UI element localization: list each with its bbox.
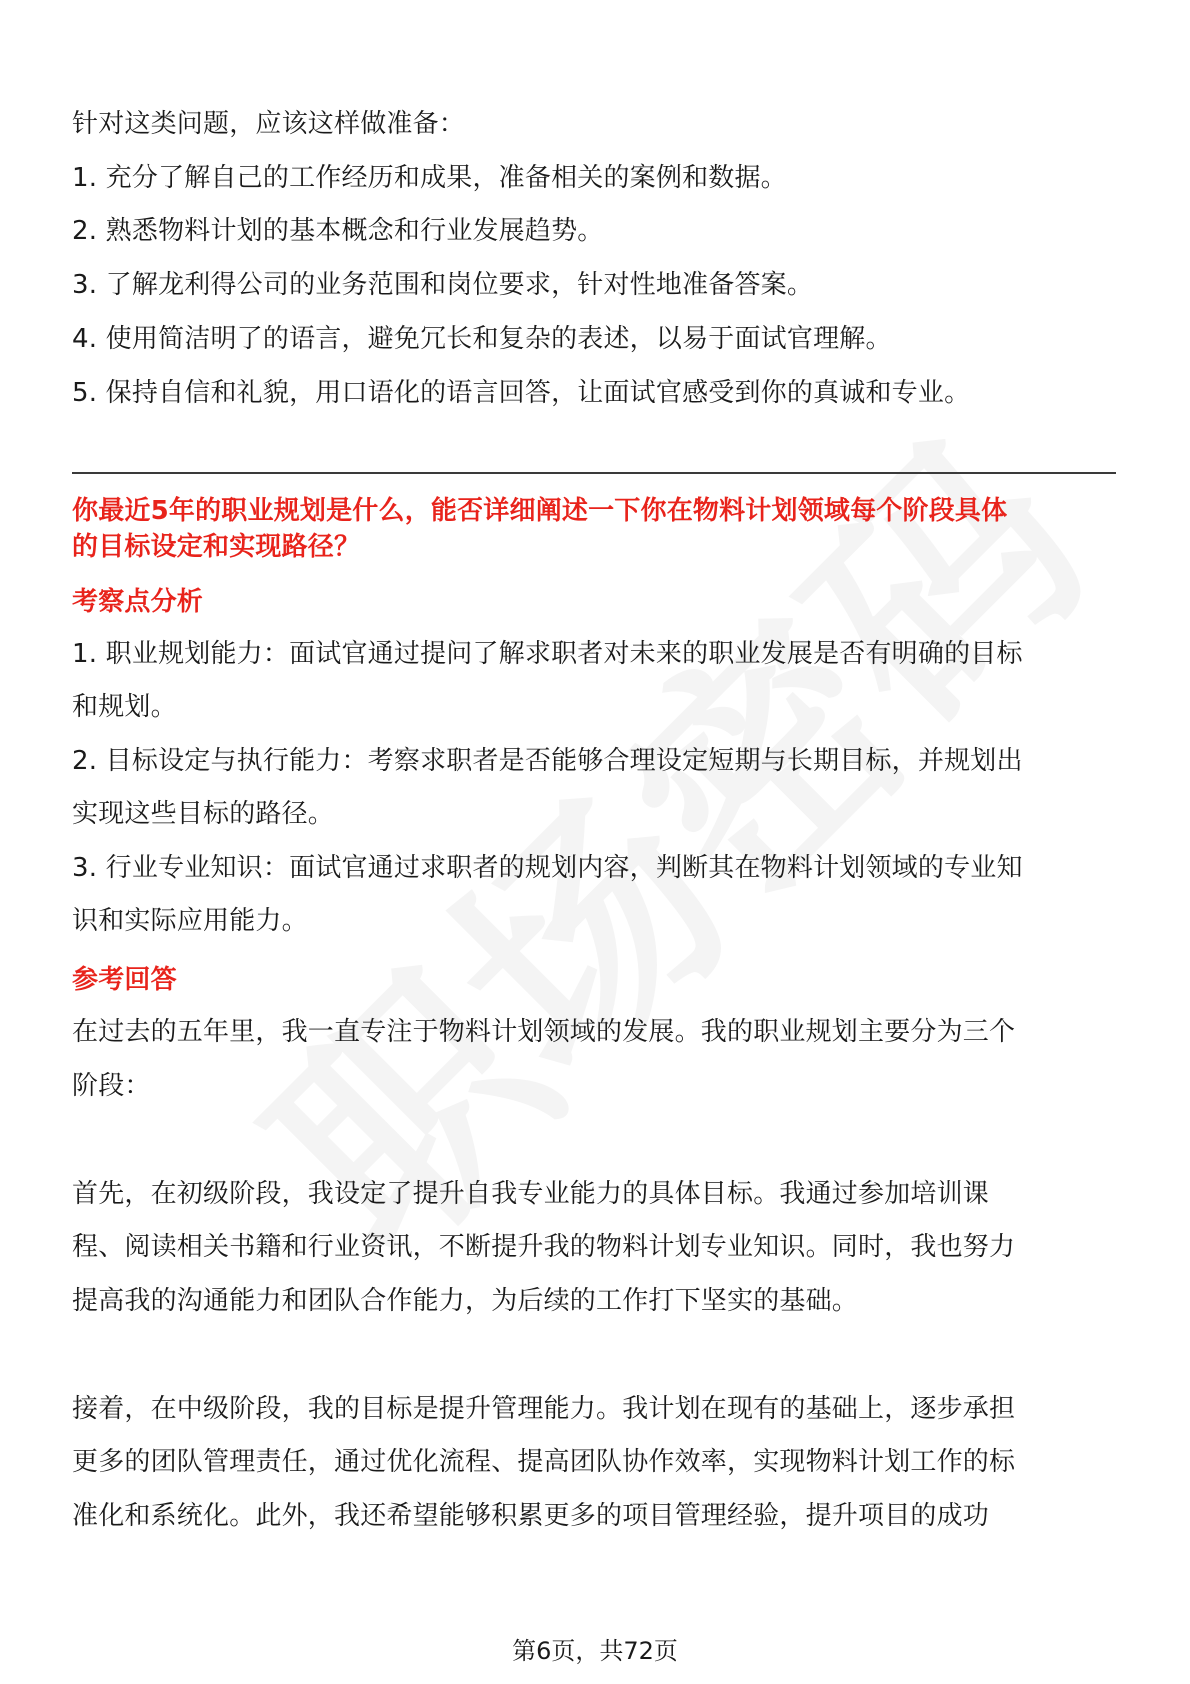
prep-item: 1. 充分了解自己的工作经历和成果，准备相关的案例和数据。 [72,163,787,193]
analysis-line: 3. 行业专业知识：面试官通过求职者的规划内容，判断其在物料计划领域的专业知 [72,853,1023,883]
analysis-line: 1. 职业规划能力：面试官通过提问了解求职者对未来的职业发展是否有明确的目标 [72,639,1023,669]
answer-line: 程、阅读相关书籍和行业资讯，不断提升我的物料计划专业知识。同时，我也努力 [72,1232,1016,1262]
page-number: 第6页，共72页 [512,1637,678,1665]
prep-item: 2. 熟悉物料计划的基本概念和行业发展趋势。 [72,216,604,246]
answer-line: 首先，在初级阶段，我设定了提升自我专业能力的具体目标。我通过参加培训课 [72,1179,990,1209]
analysis-line: 实现这些目标的路径。 [72,799,335,829]
answer-line: 阶段： [72,1071,151,1101]
answer-line: 准化和系统化。此外，我还希望能够积累更多的项目管理经验，提升项目的成功 [72,1501,990,1531]
question-title: 你最近5年的职业规划是什么，能否详细阐述一下你在物料计划领域每个阶段具体 [72,496,1008,526]
question-title: 的目标设定和实现路径？ [72,532,361,562]
prep-item: 4. 使用简洁明了的语言，避免冗长和复杂的表述，以易于面试官理解。 [72,324,892,354]
answer-line: 更多的团队管理责任，通过优化流程、提高团队协作效率，实现物料计划工作的标 [72,1447,1016,1477]
prep-item: 5. 保持自信和礼貌，用口语化的语言回答，让面试官感受到你的真诚和专业。 [72,378,971,408]
analysis-line: 和规划。 [72,692,177,722]
answer-line: 接着，在中级阶段，我的目标是提升管理能力。我计划在现有的基础上，逐步承担 [72,1394,1016,1424]
prep-heading: 针对这类问题，应该这样做准备： [72,109,466,139]
analysis-line: 2. 目标设定与执行能力：考察求职者是否能够合理设定短期与长期目标，并规划出 [72,746,1023,776]
analysis-line: 识和实际应用能力。 [72,906,308,936]
answer-title: 参考回答 [72,965,177,995]
prep-item: 3. 了解龙利得公司的业务范围和岗位要求，针对性地准备答案。 [72,270,814,300]
section-divider [72,472,1116,474]
document-page [72,0,1118,1684]
analysis-title: 考察点分析 [72,587,204,617]
answer-line: 提高我的沟通能力和团队合作能力，为后续的工作打下坚实的基础。 [72,1286,859,1316]
answer-line: 在过去的五年里，我一直专注于物料计划领域的发展。我的职业规划主要分为三个 [72,1017,1016,1047]
